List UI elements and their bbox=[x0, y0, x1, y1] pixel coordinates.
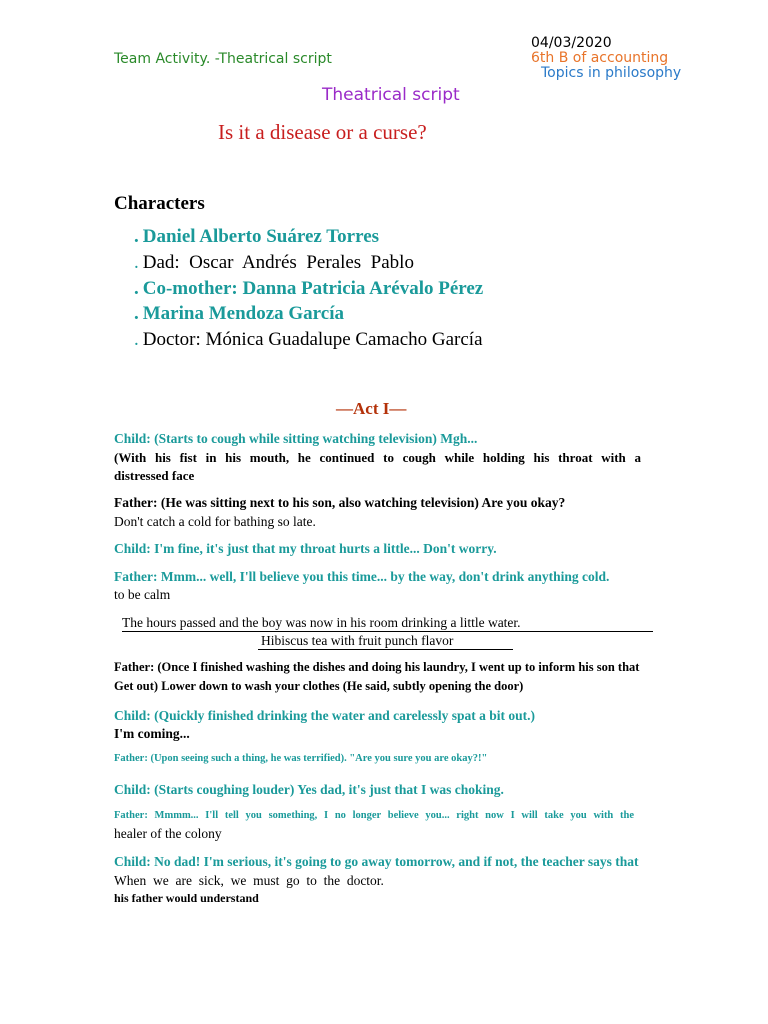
script-line: Child: (Starts to cough while sitting watching television) Mgh... bbox=[114, 431, 478, 446]
bullet-dot: . bbox=[134, 329, 139, 350]
script-line: I'm coming... bbox=[114, 726, 190, 741]
character-item bbox=[134, 329, 483, 351]
script-line: Father: (Once I finished washing the dishes and doing his laundry, I went up to inform his son that bbox=[114, 660, 640, 674]
character-name: Daniel Alberto Suárez Torres bbox=[142, 226, 380, 247]
narration-text: The hours passed and the boy was now in his room drinking a little water. bbox=[122, 615, 521, 630]
script-line: Father: (He was sitting next to his son, also watching television) Are you okay? bbox=[114, 495, 566, 510]
script-line: Father: (Upon seeing such a thing, he was terrified). "Are you sure you are okay?!" bbox=[114, 753, 488, 764]
narration-text: Hibiscus tea with fruit punch flavor bbox=[261, 633, 454, 648]
character-item bbox=[134, 278, 483, 300]
characters-heading: Characters bbox=[114, 193, 205, 214]
bullet-dot: . bbox=[134, 226, 139, 247]
character-item bbox=[134, 226, 379, 248]
subject-label: Topics in philosophy bbox=[541, 65, 682, 81]
date-label: 04/03/2020 bbox=[531, 35, 612, 51]
bullet-dot: . bbox=[134, 278, 139, 299]
main-title: Is it a disease or a curse? bbox=[218, 120, 427, 144]
script-line: Child: (Quickly finished drinking the water and carelessly spat a bit out.) bbox=[114, 708, 536, 723]
character-item bbox=[134, 303, 344, 325]
character-name: Dad: Oscar Andrés Perales Pablo bbox=[142, 252, 414, 273]
character-name: Co-mother: Danna Patricia Arévalo Pérez bbox=[142, 278, 484, 299]
group-label: 6th B of accounting bbox=[531, 50, 669, 66]
team-activity-label: Team Activity. -Theatrical script bbox=[114, 51, 332, 67]
script-line: Don't catch a cold for bathing so late. bbox=[114, 514, 316, 529]
script-line: Get out) Lower down to wash your clothes (He said, subtly opening the door) bbox=[114, 679, 524, 693]
script-line: his father would understand bbox=[114, 891, 259, 905]
script-label: Theatrical script bbox=[322, 85, 460, 105]
bullet-dot: . bbox=[134, 252, 139, 273]
script-line: Father: Mmm... well, I'll believe you this time... by the way, don't drink anything cold. bbox=[114, 569, 610, 584]
script-line: distressed face bbox=[114, 468, 195, 483]
script-line: (With his fist in his mouth, he continued to cough while holding his throat with a bbox=[114, 450, 641, 465]
script-line: to be calm bbox=[114, 587, 171, 602]
bullet-dot: . bbox=[134, 303, 139, 324]
script-line: Child: (Starts coughing louder) Yes dad, it's just that I was choking. bbox=[114, 782, 504, 797]
character-item bbox=[134, 252, 414, 274]
character-name: Doctor: Mónica Guadalupe Camacho García bbox=[142, 329, 483, 350]
act-heading: —Act I— bbox=[336, 399, 407, 418]
script-line: Child: I'm fine, it's just that my throat hurts a little... Don't worry. bbox=[114, 541, 497, 556]
script-line: When we are sick, we must go to the doctor. bbox=[114, 873, 384, 888]
narration-line bbox=[122, 615, 653, 632]
script-line: healer of the colony bbox=[114, 826, 222, 841]
script-line: Child: No dad! I'm serious, it's going to go away tomorrow, and if not, the teacher says that bbox=[114, 854, 639, 869]
character-name: Marina Mendoza García bbox=[142, 303, 344, 324]
script-line: Father: Mmmm... I'll tell you something, I no longer believe you... right now I will take you with the bbox=[114, 810, 634, 821]
narration-line bbox=[258, 633, 513, 650]
